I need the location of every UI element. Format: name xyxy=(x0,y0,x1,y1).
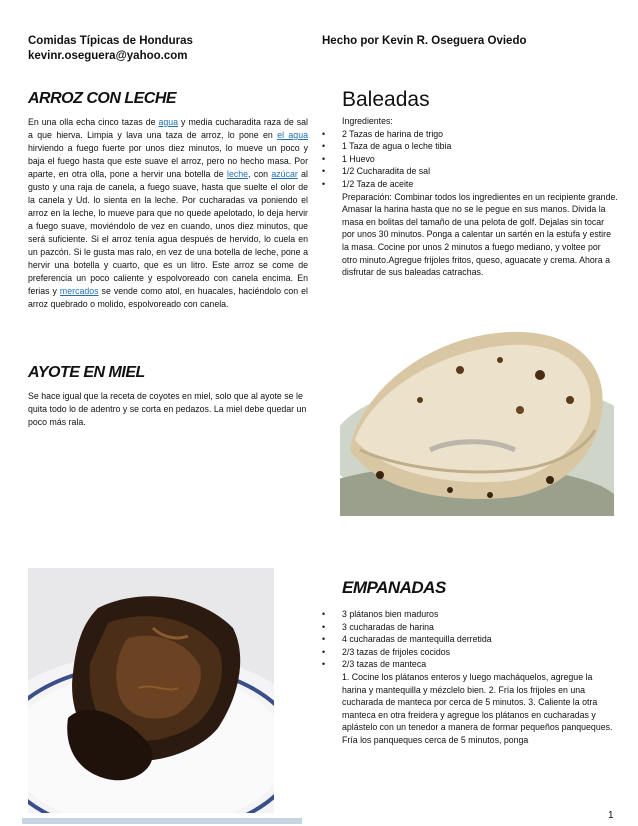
arroz-title: ARROZ CON LECHE xyxy=(28,90,177,107)
list-item: • 2/3 tazas de manteca xyxy=(322,658,618,671)
header-title: Comidas Típicas de Honduras xyxy=(28,35,193,47)
link-mercados[interactable]: mercados xyxy=(59,286,99,296)
list-item: • 1 Huevo xyxy=(322,153,618,166)
header-email: kevinr.oseguera@yahoo.com xyxy=(28,50,188,62)
link-leche[interactable]: leche xyxy=(226,169,249,179)
list-item: • 1/2 Cucharadita de sal xyxy=(322,165,618,178)
baleadas-title: Baleadas xyxy=(342,88,430,111)
link-agua[interactable]: agua xyxy=(158,117,179,127)
ayote-text: Se hace igual que la receta de coyotes en miel, solo que al ayote se le quita todo lo de adentro y se corta en pedazos. La miel debe quedar un poco más rala. xyxy=(28,391,307,427)
baleadas-preparation: Preparación: Combinar todos los ingredientes en un recipiente grande. Amasar la harina hasta que no se le pegue en sus manos. Divida la masa en bolitas del tamaño de una pelota de golf. Dejalas sin tocar por unos 30 minutos. Ponga a calentar un sartén en la estufa y estire la masa. Cocine por unos 2 minutos a fuego mediano, y voltee por otro minuto.Agregue frijoles fritos, queso, aguacate y crema. Ahora a disfrutar de sus baleadas catrachas. xyxy=(342,191,618,278)
empanadas-steps: 1. Cocine los plátanos enteros y luego macháquelos, agregue la harina y mantequilla y mézclelo bien. 2. Fría los frijoles en una cucharada de manteca por cerca de 5 minutos. 3. Caliente la otra manteca en otra freidera y agregue los plátanos en cucharadas y aplástelo con un tenedor a manera de formar pequeños panqueques. Fría los panqueques cerca de 5 minutos, ponga xyxy=(342,671,613,745)
baleadas-section xyxy=(322,88,618,279)
header-left xyxy=(28,34,308,64)
list-item: • 1/2 Taza de aceite xyxy=(322,178,618,191)
arroz-section xyxy=(28,90,308,311)
baleadas-ingredients xyxy=(322,128,618,191)
page-number: 1 xyxy=(608,810,614,821)
link-azucar[interactable]: azúcar xyxy=(271,169,298,179)
ayote-image xyxy=(28,568,274,813)
ayote-title: AYOTE EN MIEL xyxy=(28,364,145,381)
header-author: Hecho por Kevin R. Oseguera Oviedo xyxy=(322,35,527,47)
link-el-agua[interactable]: el agua xyxy=(277,130,308,140)
baleada-image xyxy=(340,300,614,516)
ayote-section xyxy=(28,364,308,429)
footer-rule xyxy=(22,818,302,824)
list-item: • 4 cucharadas de mantequilla derretida xyxy=(322,633,618,646)
empanadas-title: EMPANADAS xyxy=(342,578,446,597)
empanadas-section xyxy=(322,578,618,747)
arroz-text: En una olla echa cinco tazas de agua y media cucharadita raza de sal a que hierva. Limpia y lava una taza de arroz, lo pone en el agua hirviendo a fuego fuerte por unos diez minutos, lo mueve un poco y baja el fuego hasta que este suave el arroz, pero no hecho masa. Por aparte, en otra olla, pone a hervir una botella de leche, con azúcar al gusto y una raja de canela, a fuego suave, hasta que suelte el olor de la canela y Ud. lo sienta en la leche. Por cucharadas va poniendo el arroz en la leche, lo mueve para que no quede apelotado, lo deja hervir a fuego suave, moviéndolo de vez en cuando, unos diez minutos, que será suficiente. Si el arroz tenía agua después de hervido, lo cuela en un pazcón. Si le gusta mas ralo, en vez de una botella de leche, pone a hervir una botella y cuarto, que es un litro. Este arroz se come de preferencia un poco caliente y espolvoreado con canela encima. En ferias y mercados se vende como atol, en huacales, haciéndolo con el arroz quebrado o molido, espolvoreado con canela. xyxy=(28,117,308,309)
list-item: • 3 cucharadas de harina xyxy=(322,621,618,634)
empanadas-ingredients xyxy=(322,608,618,671)
list-item: • 1 Taza de agua o leche tibia xyxy=(322,140,618,153)
list-item: • 2/3 tazas de frijoles cocidos xyxy=(322,646,618,659)
ingredients-label: Ingredientes: xyxy=(342,116,393,126)
list-item: • 3 plátanos bien maduros xyxy=(322,608,618,621)
list-item: • 2 Tazas de harina de trigo xyxy=(322,128,618,141)
